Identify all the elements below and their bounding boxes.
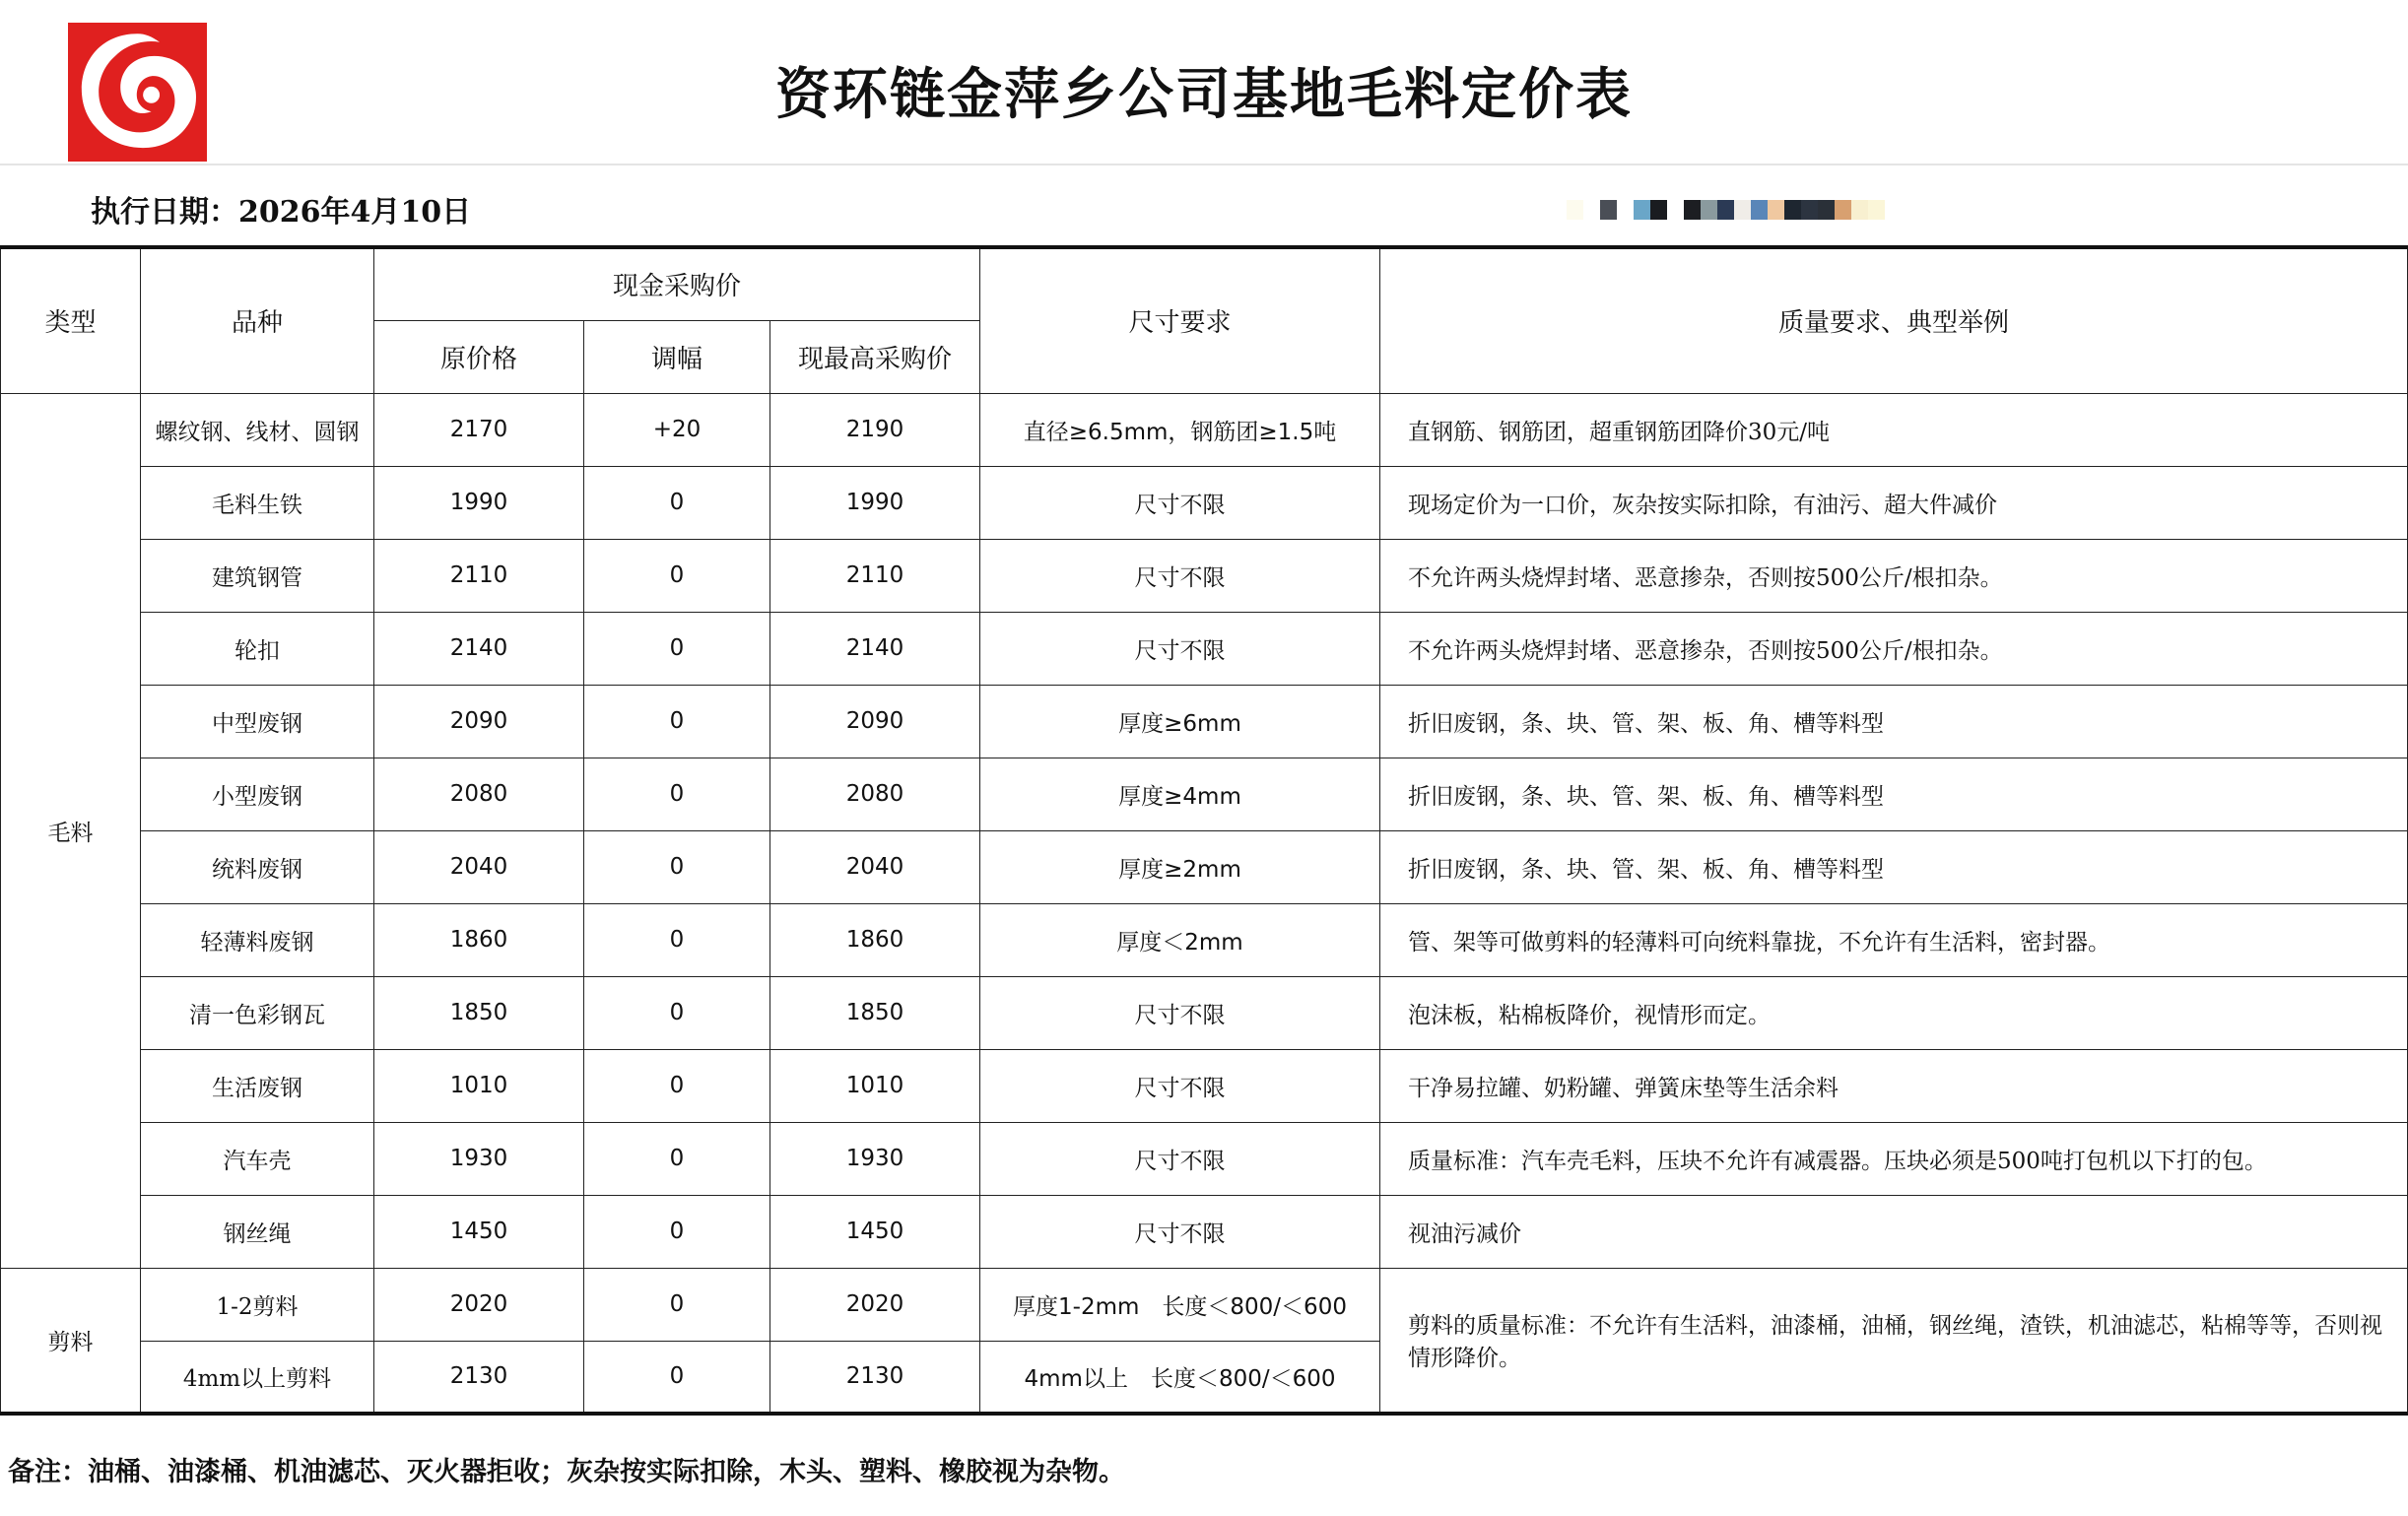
size-cell: 厚度≥6mm bbox=[980, 685, 1380, 758]
orig-price-cell: 2080 bbox=[374, 758, 584, 830]
max-price-cell: 1010 bbox=[770, 1049, 980, 1122]
change-cell: 0 bbox=[584, 466, 770, 539]
change-cell: 0 bbox=[584, 976, 770, 1049]
category-cell: 剪料 bbox=[1, 1268, 141, 1414]
orig-price-cell: 1990 bbox=[374, 466, 584, 539]
quality-cell: 管、架等可做剪料的轻薄料可向统料靠拢，不允许有生活料，密封器。 bbox=[1380, 903, 2408, 976]
variety-cell: 4mm以上剪料 bbox=[141, 1341, 374, 1414]
orig-price-cell: 1860 bbox=[374, 903, 584, 976]
max-price-cell: 1860 bbox=[770, 903, 980, 976]
quality-cell: 泡沫板，粘棉板降价，视情形而定。 bbox=[1380, 976, 2408, 1049]
variety-cell: 小型废钢 bbox=[141, 758, 374, 830]
orig-price-cell: 1850 bbox=[374, 976, 584, 1049]
size-cell: 尺寸不限 bbox=[980, 612, 1380, 685]
table-row bbox=[1, 758, 2408, 830]
quality-cell: 剪料的质量标准：不允许有生活料，油漆桶，油桶，钢丝绳，渣铁，机油滤芯，粘棉等等，否则视情形降价。 bbox=[1380, 1268, 2408, 1414]
change-cell: 0 bbox=[584, 1195, 770, 1268]
change-cell: +20 bbox=[584, 393, 770, 466]
max-price-cell: 2130 bbox=[770, 1341, 980, 1414]
size-cell: 直径≥6.5mm，钢筋团≥1.5吨 bbox=[980, 393, 1380, 466]
orig-price-cell: 1010 bbox=[374, 1049, 584, 1122]
change-cell: 0 bbox=[584, 758, 770, 830]
size-cell: 尺寸不限 bbox=[980, 466, 1380, 539]
max-price-cell: 1850 bbox=[770, 976, 980, 1049]
size-cell: 4mm以上 长度＜800/＜600 bbox=[980, 1341, 1380, 1414]
orig-price-cell: 2110 bbox=[374, 539, 584, 612]
header-orig-price: 原价格 bbox=[374, 320, 584, 393]
orig-price-cell: 2090 bbox=[374, 685, 584, 758]
quality-cell: 直钢筋、钢筋团，超重钢筋团降价30元/吨 bbox=[1380, 393, 2408, 466]
variety-cell: 汽车壳 bbox=[141, 1122, 374, 1195]
variety-cell: 建筑钢管 bbox=[141, 539, 374, 612]
table-row bbox=[1, 1049, 2408, 1122]
table-row bbox=[1, 539, 2408, 612]
change-cell: 0 bbox=[584, 539, 770, 612]
variety-cell: 1-2剪料 bbox=[141, 1268, 374, 1341]
variety-cell: 轮扣 bbox=[141, 612, 374, 685]
table-row bbox=[1, 830, 2408, 903]
table-row bbox=[1, 1122, 2408, 1195]
variety-cell: 清一色彩钢瓦 bbox=[141, 976, 374, 1049]
quality-cell: 折旧废钢，条、块、管、架、板、角、槽等料型 bbox=[1380, 685, 2408, 758]
table-row bbox=[1, 466, 2408, 539]
blurred-watermark bbox=[1567, 200, 1885, 220]
header-variety: 品种 bbox=[141, 247, 374, 393]
variety-cell: 螺纹钢、线材、圆钢 bbox=[141, 393, 374, 466]
quality-cell: 干净易拉罐、奶粉罐、弹簧床垫等生活余料 bbox=[1380, 1049, 2408, 1122]
max-price-cell: 2040 bbox=[770, 830, 980, 903]
execution-date: 执行日期：2026年4月10日 bbox=[91, 195, 472, 230]
variety-cell: 中型废钢 bbox=[141, 685, 374, 758]
size-cell: 厚度＜2mm bbox=[980, 903, 1380, 976]
size-cell: 厚度≥4mm bbox=[980, 758, 1380, 830]
table-row bbox=[1, 1195, 2408, 1268]
variety-cell: 统料废钢 bbox=[141, 830, 374, 903]
orig-price-cell: 2040 bbox=[374, 830, 584, 903]
change-cell: 0 bbox=[584, 1122, 770, 1195]
table-row bbox=[1, 1268, 2408, 1341]
variety-cell: 钢丝绳 bbox=[141, 1195, 374, 1268]
header-quality: 质量要求、典型举例 bbox=[1380, 247, 2408, 393]
quality-cell: 质量标准：汽车壳毛料，压块不允许有减震器。压块必须是500吨打包机以下打的包。 bbox=[1380, 1122, 2408, 1195]
max-price-cell: 2140 bbox=[770, 612, 980, 685]
max-price-cell: 2110 bbox=[770, 539, 980, 612]
header-cash-price: 现金采购价 bbox=[374, 247, 980, 320]
header-change: 调幅 bbox=[584, 320, 770, 393]
change-cell: 0 bbox=[584, 1268, 770, 1341]
size-cell: 尺寸不限 bbox=[980, 976, 1380, 1049]
orig-price-cell: 1930 bbox=[374, 1122, 584, 1195]
size-cell: 厚度1-2mm 长度＜800/＜600 bbox=[980, 1268, 1380, 1341]
change-cell: 0 bbox=[584, 903, 770, 976]
page-title: 资环链金萍乡公司基地毛料定价表 bbox=[775, 62, 1633, 127]
quality-cell: 折旧废钢，条、块、管、架、板、角、槽等料型 bbox=[1380, 830, 2408, 903]
table-row bbox=[1, 685, 2408, 758]
size-cell: 厚度≥2mm bbox=[980, 830, 1380, 903]
change-cell: 0 bbox=[584, 1341, 770, 1414]
size-cell: 尺寸不限 bbox=[980, 539, 1380, 612]
orig-price-cell: 2130 bbox=[374, 1341, 584, 1414]
variety-cell: 生活废钢 bbox=[141, 1049, 374, 1122]
variety-cell: 毛料生铁 bbox=[141, 466, 374, 539]
divider bbox=[0, 164, 2408, 165]
orig-price-cell: 2140 bbox=[374, 612, 584, 685]
max-price-cell: 1930 bbox=[770, 1122, 980, 1195]
change-cell: 0 bbox=[584, 830, 770, 903]
category-cell: 毛料 bbox=[1, 393, 141, 1268]
max-price-cell: 2020 bbox=[770, 1268, 980, 1341]
quality-cell: 不允许两头烧焊封堵、恶意掺杂，否则按500公斤/根扣杂。 bbox=[1380, 539, 2408, 612]
quality-cell: 视油污减价 bbox=[1380, 1195, 2408, 1268]
quality-cell: 不允许两头烧焊封堵、恶意掺杂，否则按500公斤/根扣杂。 bbox=[1380, 612, 2408, 685]
change-cell: 0 bbox=[584, 1049, 770, 1122]
quality-cell: 现场定价为一口价，灰杂按实际扣除，有油污、超大件减价 bbox=[1380, 466, 2408, 539]
change-cell: 0 bbox=[584, 685, 770, 758]
table-row bbox=[1, 612, 2408, 685]
size-cell: 尺寸不限 bbox=[980, 1195, 1380, 1268]
orig-price-cell: 2170 bbox=[374, 393, 584, 466]
header-type: 类型 bbox=[1, 247, 141, 393]
max-price-cell: 2190 bbox=[770, 393, 980, 466]
orig-price-cell: 2020 bbox=[374, 1268, 584, 1341]
header-size: 尺寸要求 bbox=[980, 247, 1380, 393]
variety-cell: 轻薄料废钢 bbox=[141, 903, 374, 976]
change-cell: 0 bbox=[584, 612, 770, 685]
size-cell: 尺寸不限 bbox=[980, 1049, 1380, 1122]
footnote: 备注：油桶、油漆桶、机油滤芯、灭火器拒收；灰杂按实际扣除，木头、塑料、橡胶视为杂物。 bbox=[8, 1457, 1125, 1487]
table-row bbox=[1, 393, 2408, 466]
max-price-cell: 1450 bbox=[770, 1195, 980, 1268]
max-price-cell: 2090 bbox=[770, 685, 980, 758]
pricing-table bbox=[0, 245, 2408, 1416]
max-price-cell: 1990 bbox=[770, 466, 980, 539]
quality-cell: 折旧废钢，条、块、管、架、板、角、槽等料型 bbox=[1380, 758, 2408, 830]
table-row bbox=[1, 903, 2408, 976]
table-row bbox=[1, 976, 2408, 1049]
orig-price-cell: 1450 bbox=[374, 1195, 584, 1268]
size-cell: 尺寸不限 bbox=[980, 1122, 1380, 1195]
header-max-price: 现最高采购价 bbox=[770, 320, 980, 393]
max-price-cell: 2080 bbox=[770, 758, 980, 830]
